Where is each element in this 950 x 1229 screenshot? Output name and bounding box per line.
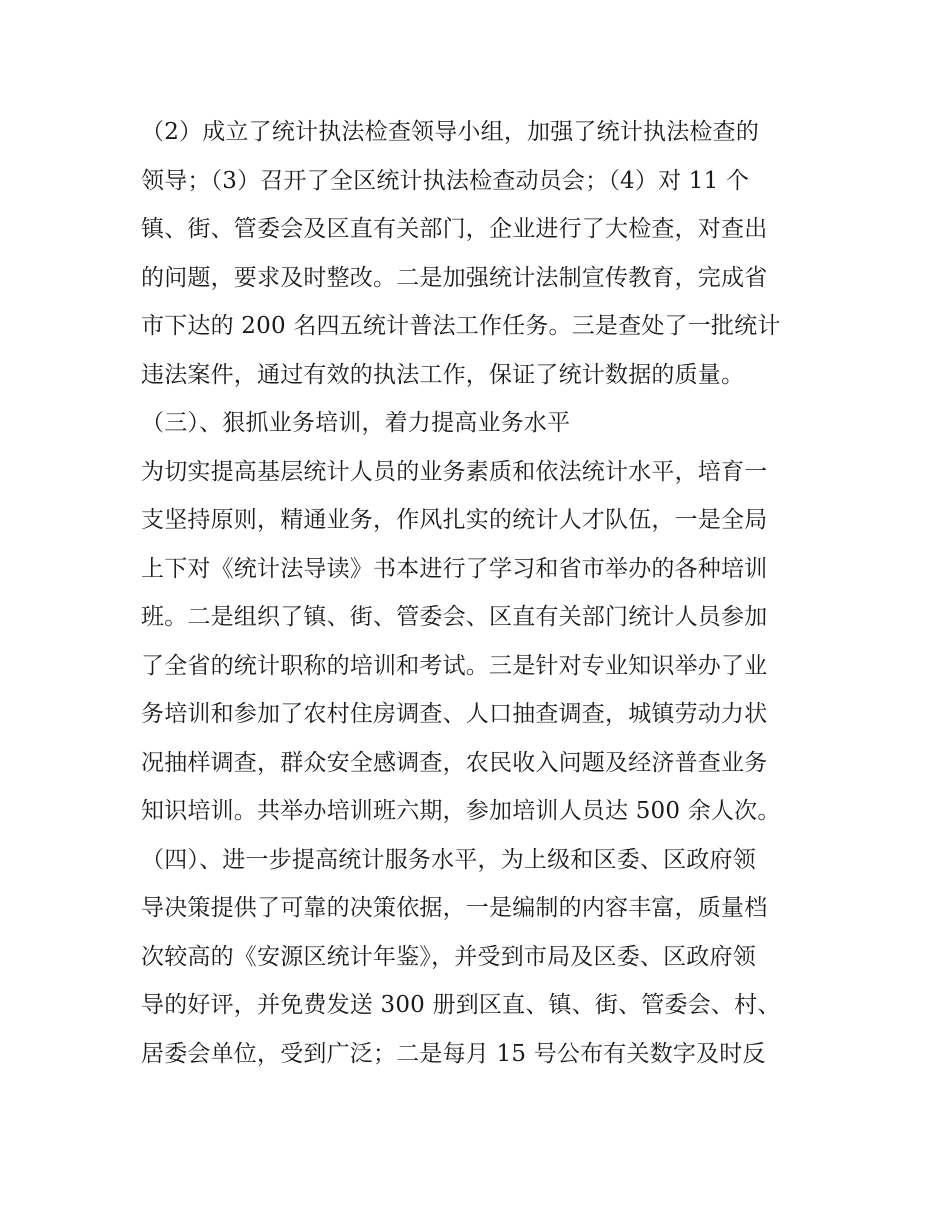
text-line: 镇、街、管委会及区直有关部门，企业进行了大检查，对查出 bbox=[141, 216, 768, 242]
text-line: 班。二是组织了镇、街、管委会、区直有关部门统计人员参加 bbox=[141, 604, 768, 630]
text-line: 的问题，要求及时整改。二是加强统计法制宣传教育，完成省 bbox=[141, 264, 768, 291]
text-line: 知识培训。共举办培训班六期，参加培训人员达 500 余人次。 bbox=[141, 798, 781, 824]
text-line: 领导；（3）召开了全区统计执法检查动员会；（4）对 11 个 bbox=[141, 167, 750, 194]
section-heading: （四）、进一步提高统计服务水平，为上级和区委、区政府领 bbox=[141, 846, 756, 873]
text-line: 况抽样调查，群众安全感调查，农民收入问题及经济普查业务 bbox=[141, 749, 768, 776]
text-line: 为切实提高基层统计人员的业务素质和依法统计水平，培育一 bbox=[141, 458, 768, 485]
text-line: 导决策提供了可靠的决策依据，一是编制的内容丰富，质量档 bbox=[141, 895, 768, 921]
text-line: 导的好评，并免费发送 300 册到区直、镇、街、管委会、村、 bbox=[141, 992, 781, 1018]
text-line: 了全省的统计职称的培训和考试。三是针对专业知识举办了业 bbox=[141, 652, 768, 679]
text-line: 次较高的《安源区统计年鉴》，并受到市局及区委、区政府领 bbox=[141, 943, 756, 970]
text-line: 违法案件，通过有效的执法工作，保证了统计数据的质量。 bbox=[141, 361, 745, 388]
text-line: 支坚持原则，精通业务，作风扎实的统计人才队伍，一是全局 bbox=[141, 507, 768, 533]
text-line: 上下对《统计法导读》书本进行了学习和省市举办的各种培训 bbox=[141, 555, 768, 582]
text-line: （2）成立了统计执法检查领导小组，加强了统计执法检查的 bbox=[141, 119, 760, 145]
body-text bbox=[141, 108, 821, 1078]
text-line: 市下达的 200 名四五统计普法工作任务。三是查处了一批统计 bbox=[141, 313, 781, 339]
text-line: 务培训和参加了农村住房调查、人口抽查调查，城镇劳动力状 bbox=[141, 701, 768, 727]
text-line: 居委会单位，受到广泛；二是每月 15 号公布有关数字及时反 bbox=[141, 1040, 766, 1067]
section-heading: （三）、狠抓业务培训，着力提高业务水平 bbox=[141, 410, 571, 436]
